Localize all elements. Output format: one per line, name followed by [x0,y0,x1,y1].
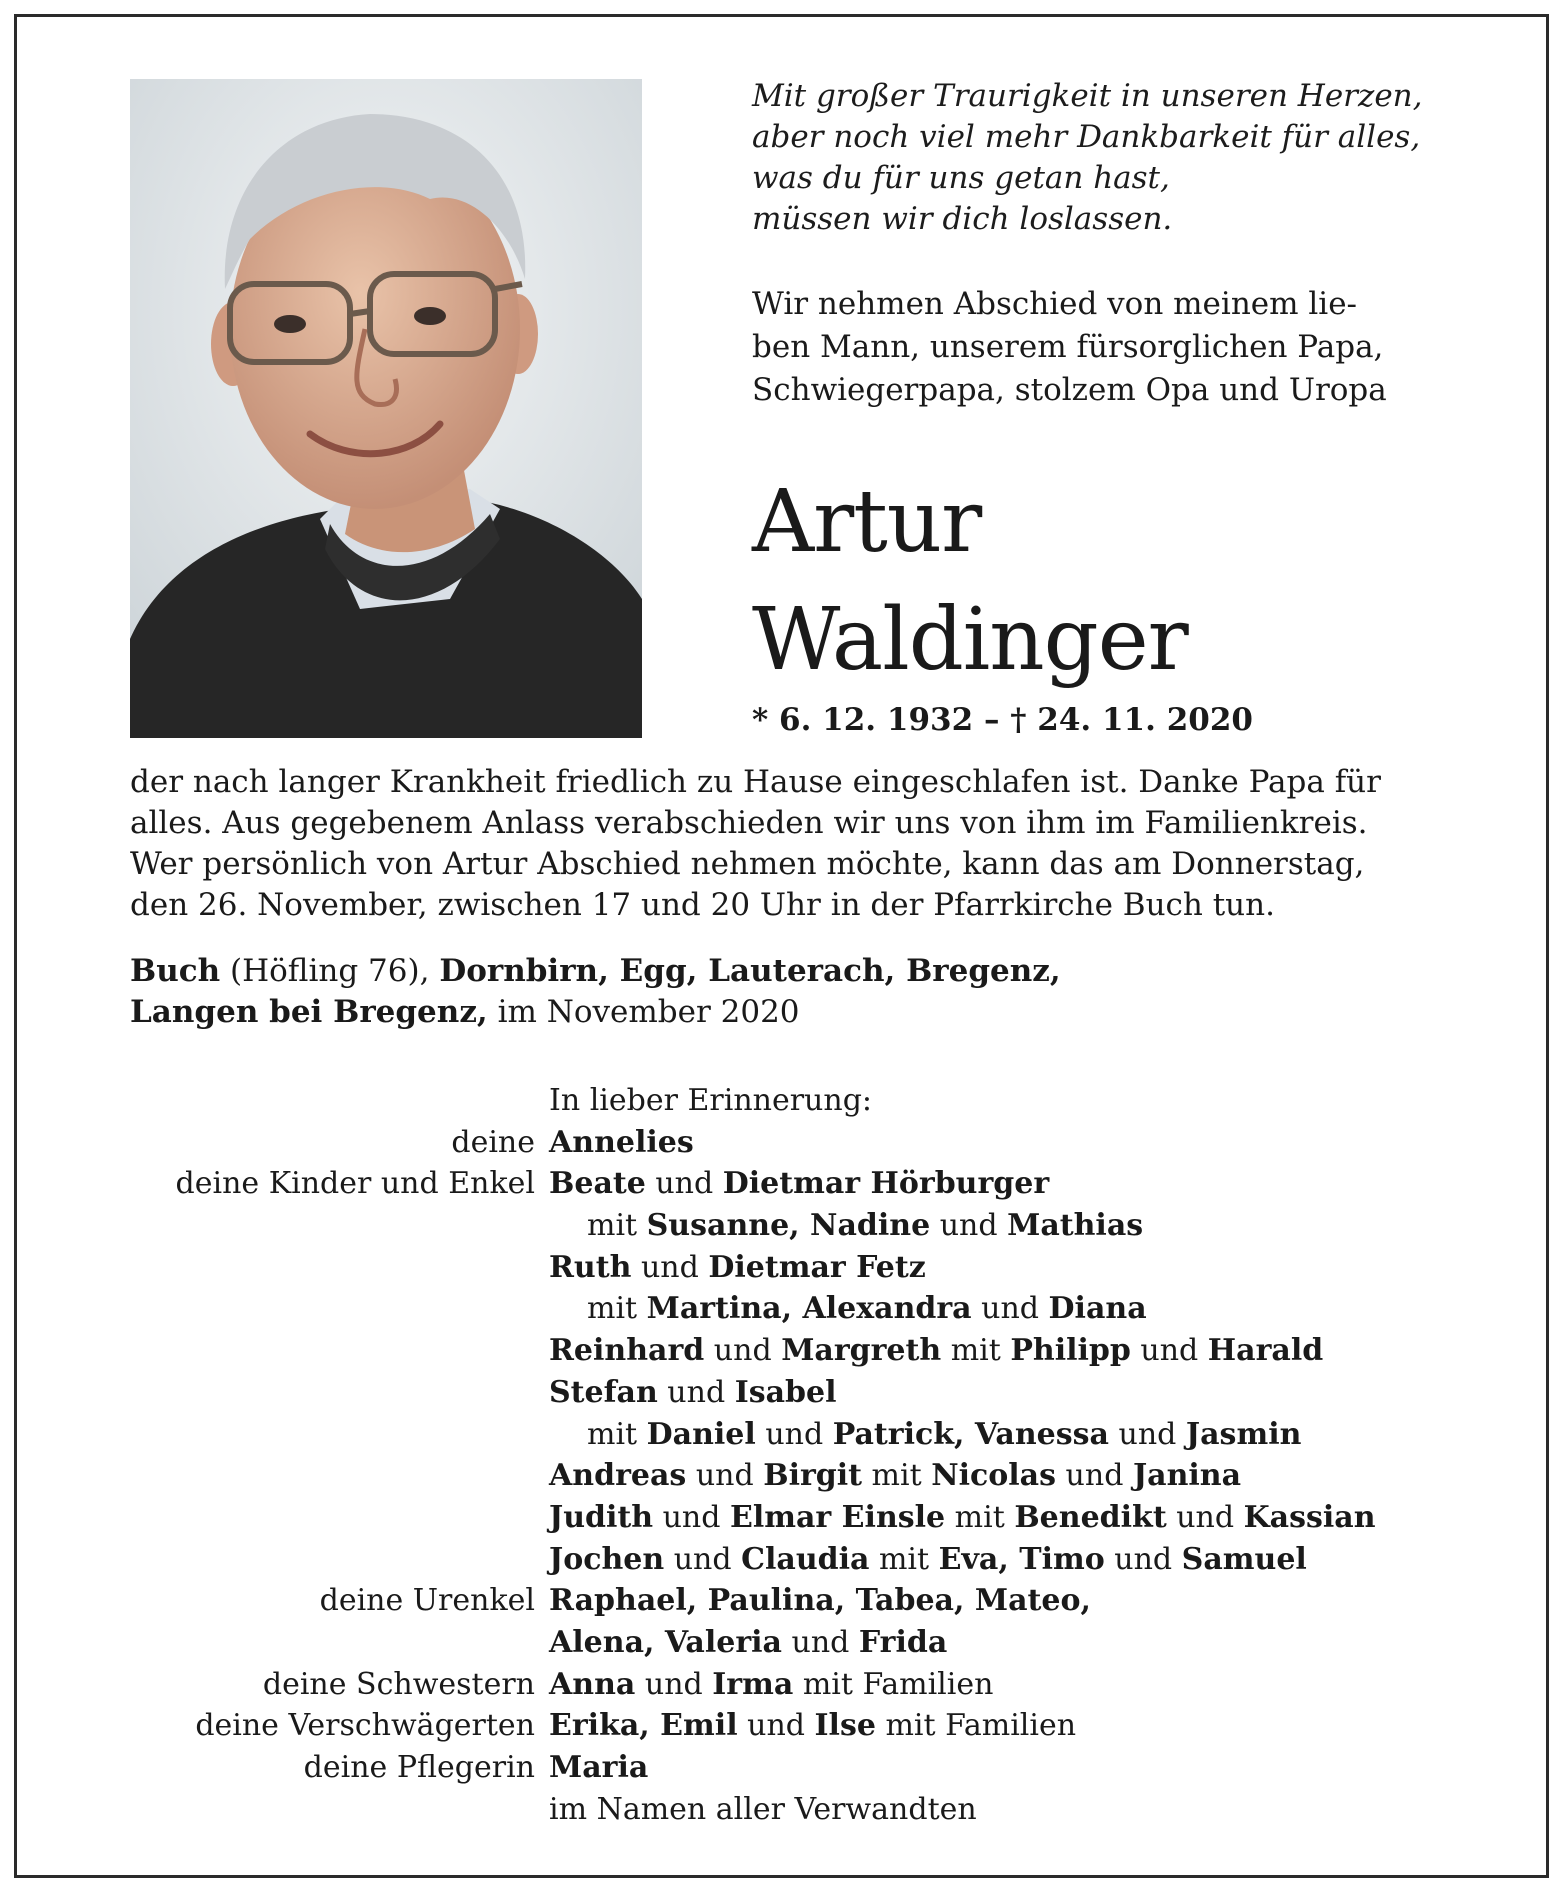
mourner-names [549,1789,1500,1831]
mourner-relation: deine Kinder und Enkel [175,1166,535,1202]
connector-text: mit Familien [875,1708,1077,1744]
mourner-row [130,1330,1500,1372]
mourner-names [549,1288,1500,1330]
mourner-row [130,1247,1500,1289]
places-line [130,951,1330,992]
mourner-row [130,1372,1500,1414]
farewell-block [752,283,1442,412]
connector-text: In lieber Erinnerung: [549,1083,873,1118]
mourner-row [130,1205,1500,1247]
deceased-name [752,463,1472,699]
quote-line: aber noch viel mehr Dankbarkeit für alles, [752,119,1421,155]
connector-text: mit [941,1333,1011,1369]
portrait-photo [130,79,642,738]
connector-text: und [737,1708,815,1744]
name-text: Harald [1207,1333,1324,1369]
mourner-names [549,1163,1500,1205]
name-text: Raphael, Paulina, Tabea, Mateo, [549,1583,1091,1619]
connector-text: und [971,1291,1049,1327]
connector-text: mit [862,1458,932,1494]
name-text: Beate [549,1166,646,1202]
mourner-row [130,1122,1500,1164]
last-name: Waldinger [752,590,1188,690]
quote-line: müssen wir dich loslassen. [752,201,1173,237]
mourner-relation: deine Verschwägerten [195,1708,535,1744]
mourner-row [130,1580,1500,1622]
name-text: Birgit [763,1458,863,1494]
announcement-line: den 26. November, zwischen 17 und 20 Uhr in der Pfarrkirche Buch tun. [130,887,1275,923]
name-text: Reinhard [549,1333,705,1369]
connector-text: im Namen aller Verwandten [549,1791,977,1827]
announcement-line: der nach langer Krankheit friedlich zu Hause eingeschlafen ist. Danke Papa für [130,764,1381,800]
mourner-relation: deine Schwestern [262,1666,535,1702]
name-text: Elmar Einsle [729,1499,946,1535]
name-text: Dietmar Hörburger [722,1166,1050,1202]
name-text: Benedikt [1014,1499,1167,1535]
mourner-names [549,1497,1500,1539]
connector-text: und [635,1666,713,1702]
mourner-row [130,1539,1500,1581]
connector-text: und [664,1541,742,1577]
name-text: Samuel [1181,1541,1307,1577]
connector-text: mit Familien [793,1666,994,1702]
mourner-relation [130,1455,549,1497]
quote-block [752,76,1492,240]
name-text: Langen bei Bregenz, [130,994,488,1030]
name-text: Patrick, Vanessa [832,1416,1109,1452]
name-text: Susanne, Nadine [646,1208,931,1244]
mourner-names [549,1455,1500,1497]
name-text: Diana [1048,1291,1147,1327]
name-text: Kassian [1243,1499,1376,1535]
name-text: Isabel [734,1374,837,1410]
name-text: Jochen [549,1541,665,1577]
connector-text: und [653,1499,730,1535]
mourner-row [130,1288,1500,1330]
name-text: Judith [549,1499,654,1535]
mourner-row [130,1080,1500,1122]
mourner-relation [130,1205,549,1247]
name-text: Dornbirn, Egg, Lauterach, Bregenz, [439,953,1061,989]
connector-text: und [930,1208,1008,1244]
name-text: Alena, Valeria [549,1624,782,1660]
name-text: Daniel [646,1416,756,1452]
connector-text: und [645,1166,723,1202]
connector-text: mit [869,1541,939,1577]
announcement-line: alles. Aus gegebenem Anlass verabschieden wir uns von ihm im Familienkreis. [130,805,1368,841]
connector-text: und [1104,1541,1182,1577]
mourners-list [130,1080,1500,1830]
name-text: Anna [549,1666,636,1702]
name-text: Ruth [549,1249,632,1285]
mourner-relation: deine Urenkel [319,1583,535,1619]
connector-text: im November 2020 [487,994,800,1030]
mourner-names [549,1747,1500,1789]
mourner-relation [130,1789,549,1831]
name-text: Ilse [814,1708,876,1744]
announcement-text [130,762,1410,926]
mourner-relation [130,1539,549,1581]
places-block [130,951,1330,1033]
name-text: Margreth [781,1333,942,1369]
farewell-line: Wir nehmen Abschied von meinem lie- [752,286,1358,322]
name-text: Stefan [549,1374,658,1410]
first-name: Artur [752,472,982,572]
connector-text: mit [587,1416,647,1452]
mourner-row [130,1414,1500,1456]
connector-text: und [686,1458,764,1494]
farewell-line: ben Mann, unserem fürsorglichen Papa, [752,329,1384,365]
mourner-relation [130,1247,549,1289]
mourner-names [549,1372,1500,1414]
announcement-line: Wer persönlich von Artur Abschied nehmen möchte, kann das am Donnerstag, [130,846,1365,882]
connector-text: und [631,1249,709,1285]
life-dates: * 6. 12. 1932 – † 24. 11. 2020 [752,702,1253,738]
mourner-names [549,1664,1500,1706]
name-text: Frida [858,1624,948,1660]
name-text: Nicolas [931,1458,1057,1494]
mourner-names [549,1330,1500,1372]
quote-line: was du für uns getan hast, [752,160,1170,196]
mourner-names [549,1122,1500,1164]
name-text: Martina, Alexandra [646,1291,972,1327]
portrait-illustration [130,79,642,738]
connector-text: und [781,1624,859,1660]
connector-text: und [704,1333,782,1369]
mourner-names [549,1580,1500,1622]
mourner-names [549,1539,1500,1581]
name-text: Philipp [1010,1333,1131,1369]
mourner-relation [130,1330,549,1372]
mourner-row [130,1622,1500,1664]
mourner-relation [130,1080,549,1122]
connector-text: und [657,1374,735,1410]
mourner-row [130,1747,1500,1789]
mourner-relation [130,1622,549,1664]
mourner-row [130,1497,1500,1539]
name-text: Erika, Emil [549,1708,738,1744]
mourner-row [130,1455,1500,1497]
connector-text: und [1056,1458,1133,1494]
mourner-relation [130,1497,549,1539]
mourner-row [130,1163,1500,1205]
mourner-relation: deine [451,1124,535,1160]
connector-text: mit [587,1291,647,1327]
connector-text: mit [587,1208,647,1244]
name-text: Maria [549,1750,649,1785]
mourner-names [549,1080,1500,1122]
mourner-relation [130,1372,549,1414]
connector-text: und [1130,1333,1208,1369]
connector-text: und [755,1416,833,1452]
name-text: Jasmin [1185,1416,1302,1452]
mourner-relation: deine Pflegerin [303,1750,535,1785]
mourner-row [130,1664,1500,1706]
mourner-row [130,1705,1500,1747]
name-text: Annelies [549,1124,694,1160]
connector-text: (Höfling 76), [220,953,440,989]
name-text: Janina [1132,1458,1242,1494]
connector-text: mit [945,1499,1015,1535]
mourner-names [549,1705,1500,1747]
name-text: Buch [130,953,221,989]
mourner-names [549,1247,1500,1289]
places-line [130,992,1330,1033]
mourner-row [130,1789,1500,1831]
mourner-names [549,1205,1500,1247]
name-text: Dietmar Fetz [708,1249,926,1285]
name-text: Mathias [1007,1208,1144,1244]
name-text: Irma [712,1666,794,1702]
mourner-names [549,1622,1500,1664]
connector-text: und [1166,1499,1244,1535]
name-text: Claudia [741,1541,870,1577]
name-text: Andreas [549,1458,687,1494]
mourner-names [549,1414,1500,1456]
quote-line: Mit großer Traurigkeit in unseren Herzen, [752,78,1423,114]
mourner-relation [130,1288,549,1330]
name-text: Eva, Timo [938,1541,1105,1577]
farewell-line: Schwiegerpapa, stolzem Opa und Uropa [752,372,1387,408]
mourner-relation [130,1414,549,1456]
connector-text: und [1109,1416,1186,1452]
